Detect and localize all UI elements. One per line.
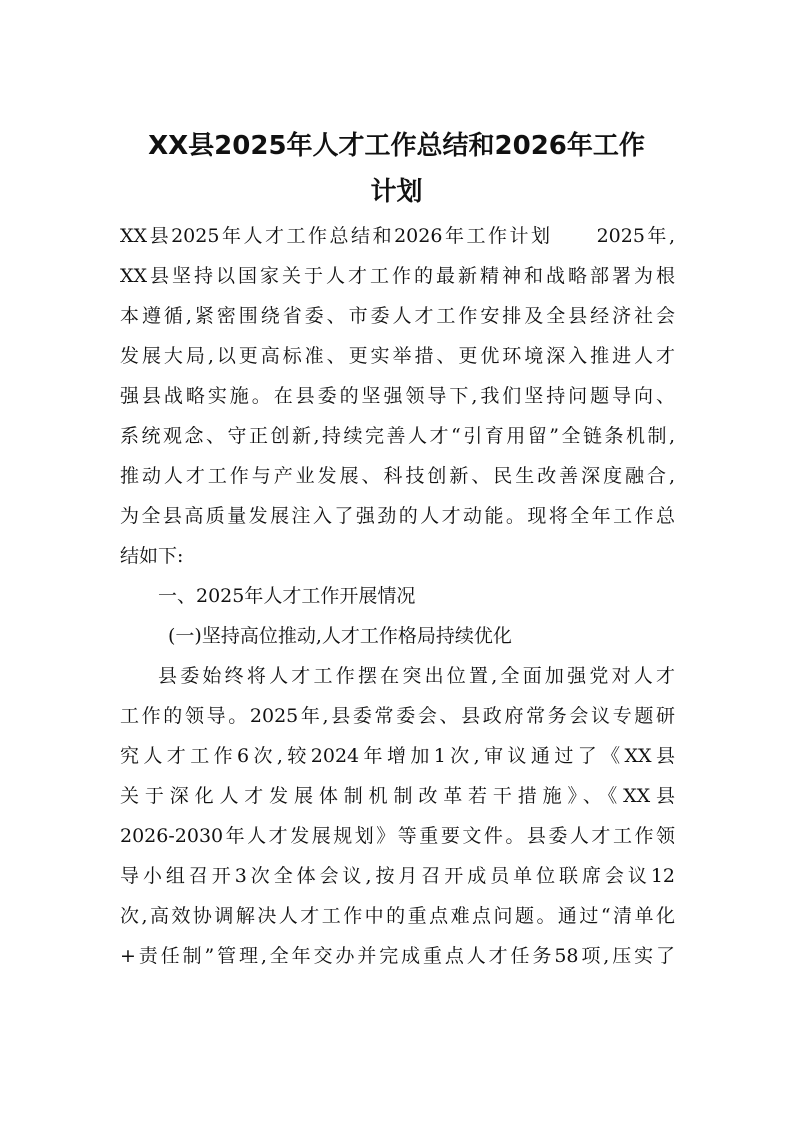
paragraph-2-line: 关于深化人才发展体制机制改革若干措施》、《XX县 [120,785,675,807]
paragraph-1-line: 推动人才工作与产业发展、科技创新、民生改善深度融合, [120,465,675,487]
paragraph-1-line: 强县战略实施。在县委的坚强领导下,我们坚持问题导向、 [120,385,675,407]
paragraph-2-line: 究人才工作6次,较2024年增加1次,审议通过了《XX县 [120,745,675,767]
paragraph-1-line: 发展大局,以更高标准、更实举措、更优环境深入推进人才 [120,345,675,367]
paragraph-1-line: 系统观念、守正创新,持续完善人才“引育用留”全链条机制, [120,425,675,447]
document-title-line-2: 计划 [370,177,423,207]
document-body [120,216,675,976]
paragraph-1-line: 本遵循,紧密围绕省委、市委人才工作安排及全县经济社会 [120,305,675,327]
document-title-line-1: XX县2025年人才工作总结和2026年工作 [148,131,645,161]
paragraph-1-line: 为全县高质量发展注入了强劲的人才动能。现将全年工作总 [120,505,675,527]
paragraph-1-line: 结如下: [120,545,184,567]
paragraph-2-line: 工作的领导。2025年,县委常委会、县政府常务会议专题研 [120,705,675,727]
paragraph-2-line: +责任制”管理,全年交办并完成重点人才任务58项,压实了 [120,945,675,967]
paragraph-1-line: XX县2025年人才工作总结和2026年工作计划 2025年, [120,225,675,247]
paragraph-2-line: 导小组召开3次全体会议,按月召开成员单位联席会议12 [120,865,675,887]
paragraph-1-line: XX县坚持以国家关于人才工作的最新精神和战略部署为根 [120,265,675,287]
paragraph-2-line: 县委始终将人才工作摆在突出位置,全面加强党对人才 [158,665,675,687]
paragraph-2-line: 次,高效协调解决人才工作中的重点难点问题。通过“清单化 [120,905,675,927]
section-heading-1: 一、2025年人才工作开展情况 [158,585,416,607]
paragraph-2-line: 2026-2030年人才发展规划》等重要文件。县委人才工作领 [120,825,675,847]
section-heading-2: (一)坚持高位推动,人才工作格局持续优化 [168,625,512,647]
